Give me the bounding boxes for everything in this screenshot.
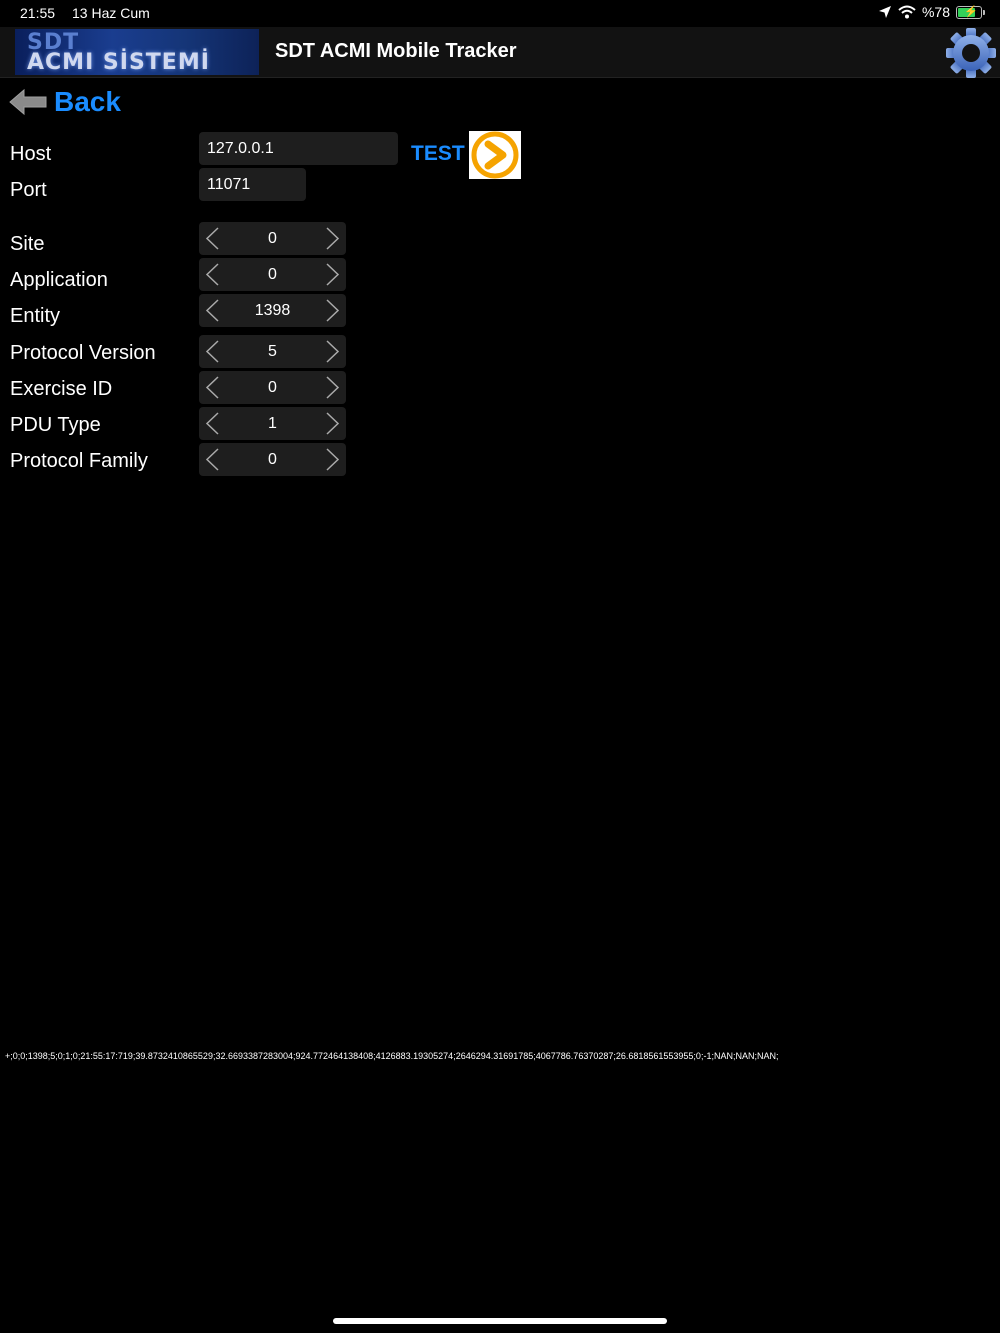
status-time: 21:55 xyxy=(20,5,56,21)
status-indicators xyxy=(878,4,982,20)
pdu-log-line: +;0;0;1398;5;0;1;0;21:55:17:719;39.8732410865529;32.6693387283004;924.772464138408;4126883.19305274;2646294.31691785;4067786.76370287;26.6818561553955;0;-1;NAN;NAN;NAN; xyxy=(5,1051,779,1061)
test-button[interactable] xyxy=(469,131,521,179)
pdu-type-value: 1 xyxy=(268,415,277,432)
exercise-id-stepper[interactable] xyxy=(199,371,346,404)
chevron-right-icon[interactable] xyxy=(320,262,344,287)
application-value: 0 xyxy=(268,266,277,283)
protocol-version-label: Protocol Version xyxy=(10,342,156,364)
chevron-left-icon[interactable] xyxy=(201,411,225,436)
chevron-right-icon[interactable] xyxy=(320,339,344,364)
protocol-version-value: 5 xyxy=(268,343,277,360)
chevron-left-icon[interactable] xyxy=(201,375,225,400)
test-label[interactable]: TEST xyxy=(411,142,465,165)
protocol-version-stepper[interactable] xyxy=(199,335,346,368)
battery-charging-icon xyxy=(956,6,982,19)
logo-text-line1: SDT xyxy=(27,30,80,55)
chevron-left-icon[interactable] xyxy=(201,226,225,251)
status-date: 13 Haz Cum xyxy=(72,5,150,21)
app-logo xyxy=(15,29,259,75)
protocol-family-value: 0 xyxy=(268,451,277,468)
site-stepper[interactable] xyxy=(199,222,346,255)
chevron-left-icon[interactable] xyxy=(201,262,225,287)
chevron-right-icon[interactable] xyxy=(320,298,344,323)
location-arrow-icon xyxy=(878,5,892,19)
entity-label: Entity xyxy=(10,305,61,327)
host-label: Host xyxy=(10,143,52,165)
chevron-left-icon[interactable] xyxy=(201,339,225,364)
back-button[interactable] xyxy=(8,86,121,118)
protocol-family-label: Protocol Family xyxy=(10,450,148,472)
host-field[interactable]: 127.0.0.1 xyxy=(199,132,398,165)
gear-icon[interactable] xyxy=(944,27,998,79)
exercise-id-label: Exercise ID xyxy=(10,378,113,400)
port-field[interactable]: 11071 xyxy=(199,168,306,201)
pdu-type-stepper[interactable] xyxy=(199,407,346,440)
status-bar xyxy=(0,0,1000,26)
back-arrow-icon xyxy=(8,88,48,116)
chevron-right-icon[interactable] xyxy=(320,411,344,436)
pdu-type-label: PDU Type xyxy=(10,414,101,436)
protocol-family-stepper[interactable] xyxy=(199,443,346,476)
chevron-right-icon[interactable] xyxy=(320,447,344,472)
app-header xyxy=(0,27,1000,78)
chevron-left-icon[interactable] xyxy=(201,298,225,323)
application-label: Application xyxy=(10,269,108,291)
back-label: Back xyxy=(54,86,121,117)
chevron-left-icon[interactable] xyxy=(201,447,225,472)
application-stepper[interactable] xyxy=(199,258,346,291)
charging-bolt-icon: ⚡ xyxy=(964,5,978,18)
home-indicator[interactable] xyxy=(333,1318,667,1324)
site-label: Site xyxy=(10,233,45,255)
chevron-right-icon[interactable] xyxy=(320,226,344,251)
play-circle-icon xyxy=(469,131,521,179)
entity-stepper[interactable] xyxy=(199,294,346,327)
logo-text-line2: ACMI SİSTEMİ xyxy=(27,50,210,75)
chevron-right-icon[interactable] xyxy=(320,375,344,400)
site-value: 0 xyxy=(268,230,277,247)
exercise-id-value: 0 xyxy=(268,379,277,396)
port-label: Port xyxy=(10,179,47,201)
battery-percentage: %78 xyxy=(921,4,950,20)
app-title: SDT ACMI Mobile Tracker xyxy=(275,40,517,62)
wifi-icon xyxy=(898,5,916,19)
entity-value: 1398 xyxy=(254,302,291,319)
